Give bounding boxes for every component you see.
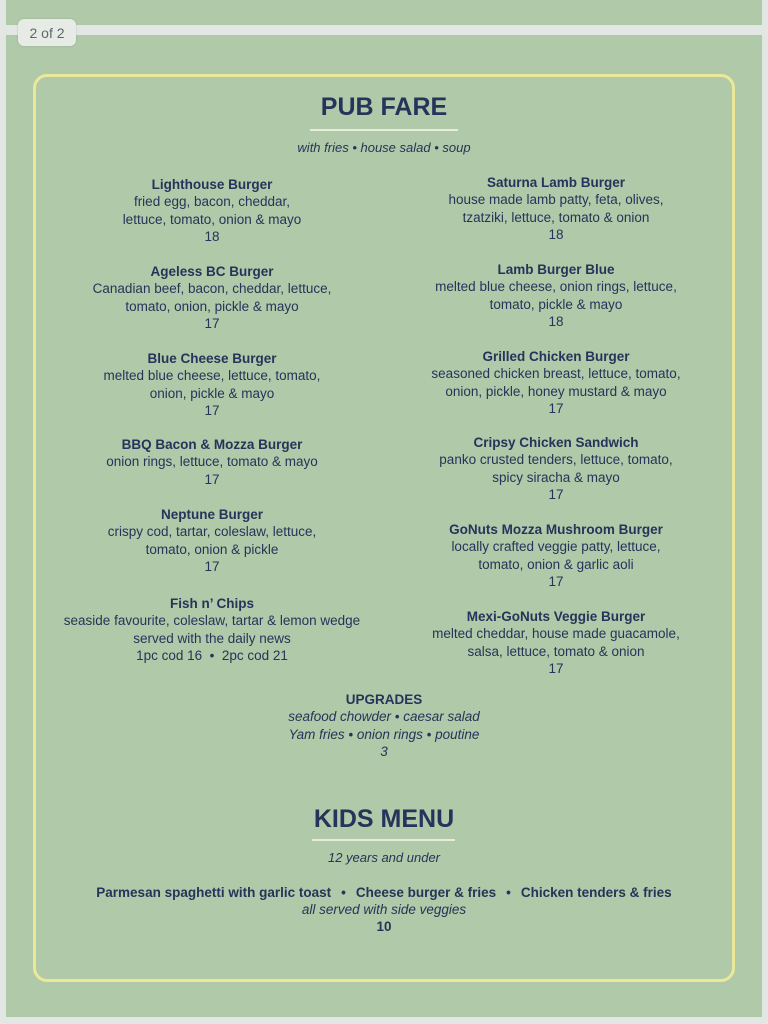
menu-item-description: spicy siracha & mayo	[492, 469, 620, 485]
menu-item-description: onion, pickle & mayo	[149, 385, 275, 401]
menu-item-name: GoNuts Mozza Mushroom Burger	[449, 522, 663, 537]
menu-item-name: Fish n’ Chips	[169, 596, 254, 611]
menu-item-description: tomato, onion & pickle	[145, 541, 279, 557]
menu-item-price: 17	[548, 574, 564, 590]
kids-menu-price: 10	[376, 919, 392, 934]
kids-item-separator: •	[506, 885, 511, 900]
menu-item	[62, 263, 362, 333]
menu-item	[62, 350, 362, 420]
upgrades-title: UPGRADES	[345, 692, 423, 707]
menu-item-price: 17	[204, 403, 220, 419]
menu-item-price: 18	[548, 314, 564, 330]
menu-item	[62, 176, 362, 246]
menu-item-name: Neptune Burger	[160, 507, 263, 522]
kids-item-cheese-burger: Cheese burger & fries	[355, 885, 497, 900]
menu-item-name: BBQ Bacon & Mozza Burger	[121, 437, 303, 452]
menu-item-description: onion, pickle, honey mustard & mayo	[445, 383, 667, 399]
menu-item-description: Canadian beef, bacon, cheddar, lettuce,	[92, 281, 332, 297]
pub-fare-title-underline	[310, 129, 458, 131]
menu-item-price: 17	[548, 401, 564, 417]
menu-item-name: Blue Cheese Burger	[147, 351, 277, 366]
kids-menu-title: KIDS MENU	[313, 805, 455, 833]
menu-item-price: 17	[548, 487, 564, 503]
menu-item-price: 1pc cod 16 • 2pc cod 21	[136, 648, 288, 664]
menu-item	[406, 261, 706, 331]
menu-item-description: seaside favourite, coleslaw, tartar & lemon wedge	[63, 613, 361, 629]
menu-item-description: served with the daily news	[133, 630, 291, 646]
menu-item-price: 17	[204, 559, 220, 575]
upgrades-line-2: Yam fries • onion rings • poutine	[288, 726, 480, 742]
menu-item	[406, 434, 706, 504]
kids-item-spaghetti: Parmesan spaghetti with garlic toast	[96, 885, 332, 900]
menu-item	[406, 608, 706, 678]
menu-item-description: tomato, onion, pickle & mayo	[125, 298, 299, 314]
menu-item-name: Mexi-GoNuts Veggie Burger	[466, 609, 646, 624]
menu-item-description: salsa, lettuce, tomato & onion	[467, 643, 645, 659]
menu-item-description: locally crafted veggie patty, lettuce,	[451, 539, 661, 555]
menu-item-name: Lamb Burger Blue	[497, 262, 615, 277]
kids-menu-note: all served with side veggies	[301, 902, 467, 917]
previous-page-edge	[6, 0, 762, 25]
menu-item-name: Ageless BC Burger	[150, 264, 274, 279]
menu-item	[406, 174, 706, 244]
pub-fare-title: PUB FARE	[320, 93, 448, 121]
menu-item-description: tomato, pickle & mayo	[489, 296, 623, 312]
menu-item	[62, 506, 362, 576]
kids-item-chicken-tenders: Chicken tenders & fries	[520, 885, 672, 900]
kids-menu-subtitle: 12 years and under	[327, 850, 441, 865]
menu-item-name: Saturna Lamb Burger	[486, 175, 626, 190]
menu-item-name: Grilled Chicken Burger	[482, 349, 630, 364]
menu-item-description: fried egg, bacon, cheddar,	[133, 194, 291, 210]
page-indicator: 2 of 2	[18, 19, 76, 46]
menu-item	[406, 521, 706, 591]
menu-item-description: melted blue cheese, lettuce, tomato,	[103, 368, 321, 384]
menu-item-description: panko crusted tenders, lettuce, tomato,	[439, 452, 673, 468]
kids-menu-title-underline	[312, 839, 455, 841]
menu-item-name: Cripsy Chicken Sandwich	[473, 435, 639, 450]
upgrades-section	[0, 691, 768, 761]
menu-item-description: onion rings, lettuce, tomato & mayo	[106, 454, 318, 470]
menu-item-description: melted cheddar, house made guacamole,	[432, 626, 680, 642]
menu-item-price: 17	[204, 316, 220, 332]
menu-item-description: melted blue cheese, onion rings, lettuce,	[435, 279, 677, 295]
menu-item	[62, 595, 362, 665]
menu-item	[62, 436, 362, 488]
menu-item-description: tomato, onion & garlic aoli	[478, 556, 634, 572]
menu-item-name: Lighthouse Burger	[151, 177, 273, 192]
menu-item-price: 18	[548, 227, 564, 243]
menu-item-description: crispy cod, tartar, coleslaw, lettuce,	[107, 524, 317, 540]
upgrades-line-1: seafood chowder • caesar salad	[288, 709, 480, 725]
pub-fare-subtitle: with fries • house salad • soup	[297, 140, 471, 155]
kids-menu-items	[0, 884, 768, 901]
menu-item-description: tzatziki, lettuce, tomato & onion	[462, 209, 650, 225]
menu-item-description: seasoned chicken breast, lettuce, tomato,	[431, 366, 681, 382]
menu-item	[406, 348, 706, 418]
kids-item-separator: •	[341, 885, 346, 900]
menu-item-description: lettuce, tomato, onion & mayo	[122, 211, 302, 227]
menu-item-description: house made lamb patty, feta, olives,	[448, 192, 664, 208]
menu-item-price: 17	[548, 661, 564, 677]
upgrades-price: 3	[380, 744, 388, 760]
menu-item-price: 17	[204, 471, 220, 487]
menu-item-price: 18	[204, 229, 220, 245]
